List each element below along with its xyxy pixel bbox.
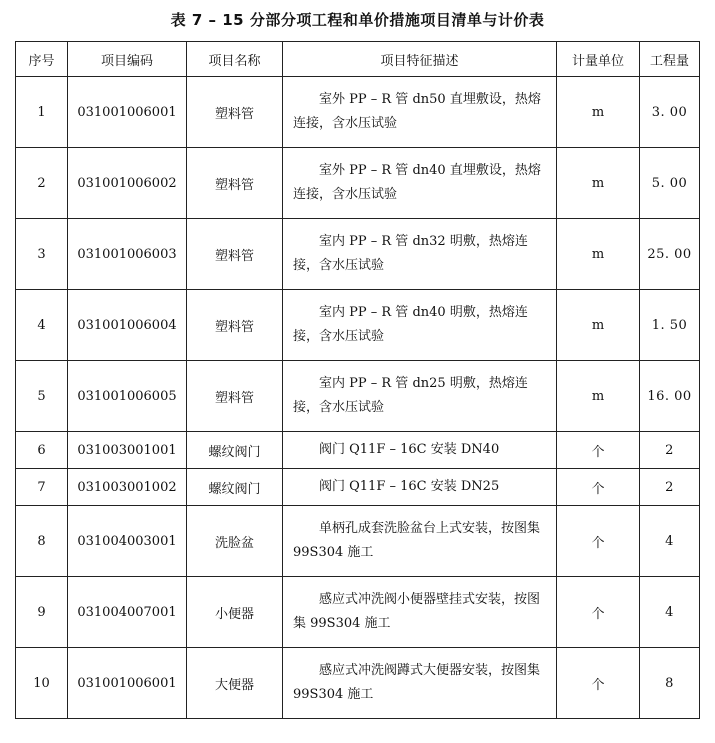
cell-quantity: 8: [640, 648, 700, 719]
header-code: 项目编码: [68, 42, 187, 77]
cell-description: 室内 PP – R 管 dn40 明敷，热熔连接，含水压试验: [283, 290, 557, 361]
cell-description: 室内 PP – R 管 dn32 明敷，热熔连接，含水压试验: [283, 219, 557, 290]
cell-quantity: 25. 00: [640, 219, 700, 290]
cell-no: 2: [16, 148, 68, 219]
table-row: [16, 77, 700, 148]
cell-quantity: 5. 00: [640, 148, 700, 219]
table-row: [16, 432, 700, 469]
cell-unit: m: [557, 148, 640, 219]
cell-code: 031004007001: [68, 577, 187, 648]
table-row: [16, 648, 700, 719]
cell-code: 031001006005: [68, 361, 187, 432]
cell-unit: m: [557, 77, 640, 148]
cell-unit: m: [557, 290, 640, 361]
cell-no: 6: [16, 432, 68, 469]
cell-unit: m: [557, 219, 640, 290]
cell-code: 031001006004: [68, 290, 187, 361]
cell-code: 031001006003: [68, 219, 187, 290]
header-quantity: 工程量: [640, 42, 700, 77]
cell-unit: m: [557, 361, 640, 432]
cell-quantity: 1. 50: [640, 290, 700, 361]
cell-no: 7: [16, 469, 68, 506]
header-unit: 计量单位: [557, 42, 640, 77]
cell-name: 小便器: [187, 577, 283, 648]
cell-name: 塑料管: [187, 77, 283, 148]
header-row: [16, 42, 700, 77]
table-row: [16, 469, 700, 506]
cell-unit: 个: [557, 506, 640, 577]
cell-code: 031003001001: [68, 432, 187, 469]
cell-description: 感应式冲洗阀小便器壁挂式安装，按图集 99S304 施工: [283, 577, 557, 648]
cell-code: 031001006001: [68, 648, 187, 719]
table-row: [16, 361, 700, 432]
cell-name: 螺纹阀门: [187, 432, 283, 469]
table-row: [16, 506, 700, 577]
cell-code: 031001006001: [68, 77, 187, 148]
cell-no: 3: [16, 219, 68, 290]
cell-unit: 个: [557, 648, 640, 719]
table-row: [16, 577, 700, 648]
cell-name: 塑料管: [187, 290, 283, 361]
table-row: [16, 219, 700, 290]
cell-code: 031004003001: [68, 506, 187, 577]
cell-unit: 个: [557, 577, 640, 648]
cell-no: 5: [16, 361, 68, 432]
cell-quantity: 4: [640, 577, 700, 648]
cell-description: 室内 PP – R 管 dn25 明敷，热熔连接，含水压试验: [283, 361, 557, 432]
cell-name: 大便器: [187, 648, 283, 719]
table-row: [16, 290, 700, 361]
table-row: [16, 148, 700, 219]
cell-no: 4: [16, 290, 68, 361]
cell-no: 8: [16, 506, 68, 577]
cell-name: 塑料管: [187, 219, 283, 290]
cell-quantity: 16. 00: [640, 361, 700, 432]
cell-description: 室外 PP – R 管 dn50 直埋敷设，热熔连接，含水压试验: [283, 77, 557, 148]
header-description: 项目特征描述: [283, 42, 557, 77]
cell-description: 单柄孔成套洗脸盆台上式安装，按图集 99S304 施工: [283, 506, 557, 577]
cell-name: 螺纹阀门: [187, 469, 283, 506]
cell-name: 洗脸盆: [187, 506, 283, 577]
cell-quantity: 2: [640, 432, 700, 469]
cell-unit: 个: [557, 469, 640, 506]
cell-no: 9: [16, 577, 68, 648]
cell-description: 感应式冲洗阀蹲式大便器安装，按图集 99S304 施工: [283, 648, 557, 719]
cell-quantity: 2: [640, 469, 700, 506]
header-name: 项目名称: [187, 42, 283, 77]
cell-quantity: 4: [640, 506, 700, 577]
header-no: 序号: [16, 42, 68, 77]
cell-unit: 个: [557, 432, 640, 469]
table-title: 表 7 – 15 分部分项工程和单价措施项目清单与计价表: [170, 11, 545, 29]
cell-no: 1: [16, 77, 68, 148]
cell-description: 阀门 Q11F – 16C 安装 DN25: [283, 469, 557, 506]
cell-no: 10: [16, 648, 68, 719]
cell-code: 031001006002: [68, 148, 187, 219]
cell-name: 塑料管: [187, 361, 283, 432]
cell-description: 室外 PP – R 管 dn40 直埋敷设，热熔连接，含水压试验: [283, 148, 557, 219]
cell-code: 031003001002: [68, 469, 187, 506]
bill-of-quantities-table: [15, 41, 700, 719]
cell-description: 阀门 Q11F – 16C 安装 DN40: [283, 432, 557, 469]
cell-name: 塑料管: [187, 148, 283, 219]
cell-quantity: 3. 00: [640, 77, 700, 148]
